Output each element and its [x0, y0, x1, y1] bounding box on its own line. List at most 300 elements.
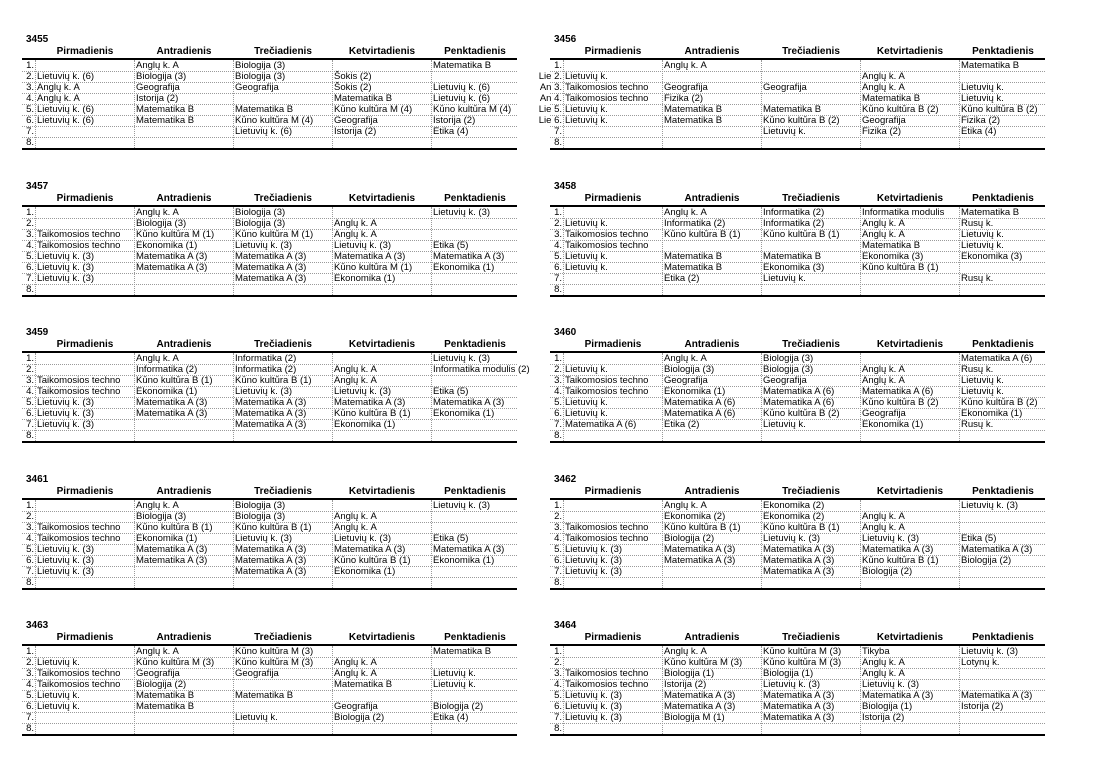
- day-header: Penktadienis: [972, 46, 1034, 57]
- day-header: Trečiadienis: [254, 193, 312, 204]
- column-divider: [860, 353, 861, 441]
- day-header: Antradienis: [684, 486, 740, 497]
- period-number: 8.: [26, 723, 34, 734]
- lesson-cell: Matematika A (3): [763, 555, 835, 566]
- lesson-cell: Etika (4): [961, 126, 997, 137]
- lesson-cell: Informatika modulis (2): [433, 364, 530, 375]
- lesson-cell: Biologija (2): [961, 555, 1012, 566]
- lesson-cell: Biologija (1): [664, 668, 715, 679]
- period-number: 8.: [554, 430, 562, 441]
- period-number: 2.: [26, 364, 34, 375]
- lesson-cell: Ekonomika (1): [433, 555, 495, 566]
- lesson-cell: Matematika A (3): [433, 544, 505, 555]
- day-header-row: [22, 632, 517, 644]
- period-number: 7.: [554, 273, 562, 284]
- class-timetable: [22, 474, 517, 598]
- day-header: Ketvirtadienis: [876, 193, 944, 204]
- column-divider: [134, 207, 135, 295]
- lesson-cell: Ekonomika (1): [433, 408, 495, 419]
- day-header: Ketvirtadienis: [348, 46, 416, 57]
- lesson-cell: Anglų k. A: [334, 657, 377, 668]
- lesson-cell: Matematika A (3): [763, 566, 835, 577]
- lesson-cell: Kūno kultūra B (1): [334, 555, 411, 566]
- period-number: 4.: [554, 386, 562, 397]
- lesson-cell: Matematika A (3): [235, 273, 307, 284]
- class-timetable: [550, 327, 1045, 451]
- lesson-cell: Lietuvių k. (6): [433, 93, 491, 104]
- lesson-cell: Informatika (2): [664, 218, 726, 229]
- lesson-cell: Lietuvių k. (6): [37, 71, 95, 82]
- lesson-cell: Anglų k. A: [862, 511, 905, 522]
- day-header: Antradienis: [156, 632, 212, 643]
- column-divider: [35, 60, 36, 148]
- lesson-cell: Matematika B: [334, 93, 393, 104]
- lesson-cell: Biologija (3): [235, 500, 286, 511]
- column-divider: [761, 500, 762, 588]
- day-header: Ketvirtadienis: [348, 632, 416, 643]
- column-divider: [563, 500, 564, 588]
- lesson-cell: Kūno kultūra M (4): [235, 115, 314, 126]
- lesson-cell: Etika (5): [433, 240, 469, 251]
- bottom-rule: [550, 295, 1045, 297]
- lesson-cell: Lietuvių k. (3): [37, 555, 95, 566]
- lesson-cell: Matematika B: [235, 690, 294, 701]
- class-code: 3460: [554, 327, 577, 338]
- column-divider: [761, 353, 762, 441]
- period-number: 7.: [26, 126, 34, 137]
- class-timetable: [550, 474, 1045, 598]
- lesson-cell: Lietuvių k. (3): [37, 419, 95, 430]
- lesson-cell: Lietuvių k. (3): [565, 712, 623, 723]
- lesson-cell: Taikomosios techno: [37, 375, 121, 386]
- lesson-cell: Taikomosios techno: [565, 240, 649, 251]
- lesson-cell: Biologija (3): [235, 218, 286, 229]
- lesson-cell: Tikyba: [862, 646, 890, 657]
- lesson-cell: Lietuvių k. (6): [37, 104, 95, 115]
- period-number: 4.: [26, 386, 34, 397]
- lesson-cell: Matematika A (3): [136, 262, 208, 273]
- lesson-cell: Rusų k.: [961, 218, 994, 229]
- lesson-cell: Lietuvių k. (3): [334, 386, 392, 397]
- day-header: Ketvirtadienis: [876, 632, 944, 643]
- day-header: Antradienis: [156, 339, 212, 350]
- bottom-rule: [22, 734, 517, 736]
- lesson-cell: Lietuvių k.: [565, 364, 608, 375]
- period-number: 4.: [26, 240, 34, 251]
- period-number: 8.: [26, 284, 34, 295]
- lesson-cell: Kūno kultūra B (1): [136, 375, 213, 386]
- column-divider: [860, 60, 861, 148]
- class-code: 3464: [554, 620, 577, 631]
- column-divider: [431, 60, 432, 148]
- lesson-cell: Geografija: [136, 668, 180, 679]
- lesson-cell: Lietuvių k. (3): [961, 646, 1019, 657]
- day-header: Penktadienis: [972, 486, 1034, 497]
- lesson-cell: Taikomosios techno: [565, 533, 649, 544]
- lesson-cell: Lietuvių k. (3): [565, 701, 623, 712]
- lesson-cell: Ekonomika (1): [664, 386, 726, 397]
- lesson-cell: Matematika A (3): [334, 251, 406, 262]
- period-number: 2.: [26, 511, 34, 522]
- lesson-cell: Lietuvių k.: [565, 71, 608, 82]
- column-divider: [860, 500, 861, 588]
- day-header-row: [550, 193, 1045, 205]
- lesson-cell: Lietuvių k.: [37, 701, 80, 712]
- lesson-cell: Lietuvių k. (3): [433, 207, 491, 218]
- lesson-cell: Matematika B: [664, 115, 723, 126]
- lesson-cell: Etika (4): [433, 712, 469, 723]
- lesson-cell: Biologija (3): [235, 71, 286, 82]
- day-header: Trečiadienis: [254, 46, 312, 57]
- lesson-cell: Geografija: [862, 115, 906, 126]
- lesson-cell: Matematika B: [862, 240, 921, 251]
- class-timetable: [22, 327, 530, 451]
- column-divider: [332, 207, 333, 295]
- day-header: Trečiadienis: [782, 486, 840, 497]
- day-header: Ketvirtadienis: [876, 486, 944, 497]
- column-divider: [761, 207, 762, 295]
- lesson-cell: Lietuvių k.: [961, 93, 1004, 104]
- lesson-cell: Geografija: [763, 375, 807, 386]
- period-number: 4.: [26, 93, 34, 104]
- period-number: 2.: [554, 511, 562, 522]
- day-header: Trečiadienis: [782, 632, 840, 643]
- lesson-cell: Ekonomika (2): [763, 511, 825, 522]
- lesson-cell: Istorija (2): [664, 679, 707, 690]
- lesson-cell: Lietuvių k.: [565, 408, 608, 419]
- day-header: Pirmadienis: [584, 193, 642, 204]
- lesson-cell: Matematika A (6): [664, 397, 736, 408]
- lesson-cell: Fizika (2): [664, 93, 704, 104]
- lesson-cell: Biologija (3): [235, 60, 286, 71]
- day-header: Trečiadienis: [254, 339, 312, 350]
- lesson-cell: Informatika modulis: [862, 207, 945, 218]
- lesson-cell: Rusų k.: [961, 364, 994, 375]
- column-divider: [761, 646, 762, 734]
- bottom-rule: [22, 588, 517, 590]
- lesson-cell: Matematika B: [961, 207, 1020, 218]
- period-number: 5.: [26, 397, 34, 408]
- lesson-cell: Lietuvių k. (3): [961, 500, 1019, 511]
- lesson-cell: Biologija (3): [235, 511, 286, 522]
- lesson-cell: Biologija (1): [763, 668, 814, 679]
- lesson-cell: Geografija: [334, 701, 378, 712]
- lesson-cell: Matematika A (3): [664, 555, 736, 566]
- day-header-row: [22, 486, 517, 498]
- lesson-cell: Kūno kultūra B (1): [763, 229, 840, 240]
- lesson-cell: Lietuvių k. (3): [334, 533, 392, 544]
- day-header: Penktadienis: [444, 339, 506, 350]
- lesson-cell: Ekonomika (1): [334, 273, 396, 284]
- period-number: Lie 5.: [538, 104, 562, 115]
- bottom-rule: [550, 441, 1045, 443]
- column-divider: [233, 207, 234, 295]
- period-number: 1.: [26, 500, 34, 511]
- period-number: 2.: [26, 218, 34, 229]
- lesson-cell: Kūno kultūra B (1): [664, 522, 741, 533]
- lesson-cell: Matematika A (6): [763, 386, 835, 397]
- day-header-row: [550, 632, 1045, 644]
- lesson-cell: Anglų k. A: [664, 60, 707, 71]
- period-number: Lie 2.: [538, 71, 562, 82]
- lesson-cell: Geografija: [862, 408, 906, 419]
- lesson-cell: Kūno kultūra B (2): [862, 397, 939, 408]
- period-number: 6.: [554, 408, 562, 419]
- lesson-cell: Taikomosios techno: [565, 82, 649, 93]
- period-number: 2.: [554, 364, 562, 375]
- period-number: 3.: [26, 375, 34, 386]
- day-header: Pirmadienis: [56, 339, 114, 350]
- period-number: 7.: [554, 712, 562, 723]
- lesson-cell: Informatika (2): [235, 353, 297, 364]
- lesson-cell: Matematika B: [136, 701, 195, 712]
- lesson-cell: Matematika B: [433, 60, 492, 71]
- lesson-cell: Fizika (2): [862, 126, 902, 137]
- column-divider: [761, 60, 762, 148]
- lesson-cell: Kūno kultūra B (1): [862, 555, 939, 566]
- lesson-cell: Lietuvių k.: [235, 712, 278, 723]
- lesson-cell: Lietuvių k. (3): [235, 386, 293, 397]
- lesson-cell: Geografija: [235, 668, 279, 679]
- lesson-cell: Fizika (2): [961, 115, 1001, 126]
- lesson-cell: Lietuvių k. (3): [235, 533, 293, 544]
- day-header: Antradienis: [684, 193, 740, 204]
- period-number: 4.: [554, 533, 562, 544]
- lesson-cell: Kūno kultūra B (2): [961, 104, 1038, 115]
- period-number: 8.: [554, 723, 562, 734]
- period-number: Lie 6.: [538, 115, 562, 126]
- lesson-cell: Ekonomika (1): [136, 386, 198, 397]
- day-header: Ketvirtadienis: [348, 193, 416, 204]
- lesson-cell: Anglų k. A: [136, 207, 179, 218]
- lesson-cell: Anglų k. A: [664, 207, 707, 218]
- day-header: Pirmadienis: [56, 632, 114, 643]
- lesson-cell: Taikomosios techno: [37, 522, 121, 533]
- lesson-cell: Lietuvių k. (6): [433, 82, 491, 93]
- lesson-cell: Biologija (3): [664, 364, 715, 375]
- lesson-cell: Biologija (2): [862, 566, 913, 577]
- column-divider: [233, 60, 234, 148]
- period-number: 1.: [554, 500, 562, 511]
- period-number: 6.: [26, 701, 34, 712]
- lesson-cell: Anglų k. A: [334, 229, 377, 240]
- column-divider: [959, 500, 960, 588]
- day-header: Ketvirtadienis: [348, 486, 416, 497]
- period-number: 8.: [26, 577, 34, 588]
- lesson-cell: Lietuvių k.: [565, 262, 608, 273]
- lesson-cell: Geografija: [763, 82, 807, 93]
- period-number: 3.: [26, 522, 34, 533]
- lesson-cell: Matematika B: [136, 104, 195, 115]
- lesson-cell: Matematika B: [433, 646, 492, 657]
- period-number: 3.: [554, 668, 562, 679]
- lesson-cell: Matematika A (3): [235, 544, 307, 555]
- lesson-cell: Matematika A (6): [664, 408, 736, 419]
- day-header: Ketvirtadienis: [876, 339, 944, 350]
- period-number: 4.: [26, 679, 34, 690]
- class-timetable: [22, 620, 517, 744]
- period-number: 6.: [26, 555, 34, 566]
- lesson-cell: Anglų k. A: [334, 511, 377, 522]
- lesson-cell: Etika (4): [433, 126, 469, 137]
- lesson-cell: Biologija (2): [136, 679, 187, 690]
- lesson-cell: Lietuvių k. (3): [433, 500, 491, 511]
- lesson-cell: Biologija (2): [334, 712, 385, 723]
- lesson-cell: Lietuvių k.: [961, 229, 1004, 240]
- lesson-cell: Lietuvių k. (3): [37, 566, 95, 577]
- lesson-cell: Lietuvių k.: [961, 375, 1004, 386]
- lesson-cell: Anglų k. A: [664, 500, 707, 511]
- day-header: Penktadienis: [972, 339, 1034, 350]
- lesson-cell: Kūno kultūra M (3): [763, 657, 842, 668]
- lesson-cell: Taikomosios techno: [565, 668, 649, 679]
- lesson-cell: Anglų k. A: [136, 353, 179, 364]
- lesson-cell: Matematika A (3): [235, 262, 307, 273]
- lesson-cell: Taikomosios techno: [565, 93, 649, 104]
- column-divider: [35, 353, 36, 441]
- column-divider: [431, 207, 432, 295]
- column-divider: [332, 353, 333, 441]
- lesson-cell: Informatika (2): [136, 364, 198, 375]
- lesson-cell: Taikomosios techno: [37, 668, 121, 679]
- lesson-cell: Taikomosios techno: [565, 522, 649, 533]
- lesson-cell: Lietuvių k.: [565, 397, 608, 408]
- lesson-cell: Lietuvių k.: [565, 115, 608, 126]
- period-number: 8.: [554, 284, 562, 295]
- period-number: 7.: [554, 419, 562, 430]
- bottom-rule: [22, 295, 517, 297]
- lesson-cell: Lietuvių k.: [37, 657, 80, 668]
- lesson-cell: Matematika A (3): [136, 251, 208, 262]
- lesson-cell: Ekonomika (1): [136, 533, 198, 544]
- lesson-cell: Matematika A (3): [763, 690, 835, 701]
- lesson-cell: Matematika B: [664, 262, 723, 273]
- class-code: 3456: [554, 34, 577, 45]
- lesson-cell: Anglų k. A: [862, 229, 905, 240]
- lesson-cell: Anglų k. A: [664, 646, 707, 657]
- period-number: 6.: [554, 555, 562, 566]
- period-number: 1.: [26, 207, 34, 218]
- period-number: 3.: [26, 668, 34, 679]
- column-divider: [332, 60, 333, 148]
- column-divider: [134, 353, 135, 441]
- lesson-cell: Matematika A (3): [235, 251, 307, 262]
- lesson-cell: Lietuvių k. (3): [37, 251, 95, 262]
- day-header: Penktadienis: [444, 486, 506, 497]
- lesson-cell: Istorija (2): [136, 93, 179, 104]
- column-divider: [332, 500, 333, 588]
- lesson-cell: Šokis (2): [334, 71, 372, 82]
- class-timetable: [550, 620, 1045, 744]
- lesson-cell: Taikomosios techno: [37, 679, 121, 690]
- column-divider: [959, 207, 960, 295]
- lesson-cell: Kūno kultūra M (1): [136, 229, 215, 240]
- lesson-cell: Taikomosios techno: [37, 240, 121, 251]
- period-number: 1.: [554, 646, 562, 657]
- class-code: 3458: [554, 181, 577, 192]
- day-header-row: [550, 339, 1045, 351]
- period-number: 8.: [26, 137, 34, 148]
- day-header: Antradienis: [684, 46, 740, 57]
- day-header: Antradienis: [684, 339, 740, 350]
- lesson-cell: Anglų k. A: [136, 500, 179, 511]
- period-number: 6.: [554, 701, 562, 712]
- lesson-cell: Matematika A (3): [763, 701, 835, 712]
- period-number: 1.: [26, 60, 34, 71]
- lesson-cell: Kūno kultūra B (2): [763, 408, 840, 419]
- lesson-cell: Kūno kultūra M (3): [136, 657, 215, 668]
- lesson-cell: Anglų k. A: [136, 60, 179, 71]
- lesson-cell: Matematika A (3): [664, 690, 736, 701]
- lesson-cell: Lietuvių k. (3): [565, 690, 623, 701]
- lesson-cell: Lietuvių k. (3): [334, 240, 392, 251]
- lesson-cell: Anglų k. A: [37, 82, 80, 93]
- period-number: 5.: [26, 251, 34, 262]
- lesson-cell: Taikomosios techno: [565, 229, 649, 240]
- column-divider: [134, 500, 135, 588]
- day-header-row: [550, 46, 1045, 58]
- day-header: Pirmadienis: [584, 339, 642, 350]
- lesson-cell: Ekonomika (1): [136, 240, 198, 251]
- lesson-cell: Matematika A (3): [334, 397, 406, 408]
- column-divider: [860, 207, 861, 295]
- period-number: 7.: [26, 273, 34, 284]
- class-code: 3455: [26, 34, 49, 45]
- lesson-cell: Matematika A (3): [961, 690, 1033, 701]
- column-divider: [233, 353, 234, 441]
- lesson-cell: Matematika A (3): [136, 408, 208, 419]
- lesson-cell: Lietuvių k. (3): [37, 262, 95, 273]
- lesson-cell: Anglų k. A: [334, 522, 377, 533]
- period-number: 1.: [26, 646, 34, 657]
- lesson-cell: Anglų k. A: [862, 218, 905, 229]
- lesson-cell: Anglų k. A: [334, 364, 377, 375]
- lesson-cell: Matematika B: [763, 104, 822, 115]
- lesson-cell: Matematika A (3): [235, 566, 307, 577]
- lesson-cell: Lietuvių k. (3): [235, 240, 293, 251]
- lesson-cell: Anglų k. A: [334, 375, 377, 386]
- lesson-cell: Kūno kultūra M (3): [235, 657, 314, 668]
- period-number: 1.: [554, 60, 562, 71]
- lesson-cell: Etika (5): [961, 533, 997, 544]
- day-header: Ketvirtadienis: [876, 46, 944, 57]
- class-timetable: [550, 181, 1045, 305]
- period-number: 7.: [554, 566, 562, 577]
- day-header: Trečiadienis: [782, 46, 840, 57]
- bottom-rule: [22, 148, 517, 150]
- lesson-cell: Geografija: [235, 82, 279, 93]
- period-number: 3.: [554, 375, 562, 386]
- column-divider: [431, 500, 432, 588]
- lesson-cell: Taikomosios techno: [37, 533, 121, 544]
- lesson-cell: Anglų k. A: [862, 668, 905, 679]
- column-divider: [35, 500, 36, 588]
- lesson-cell: Lietuvių k. (3): [37, 397, 95, 408]
- column-divider: [959, 60, 960, 148]
- lesson-cell: Lietuvių k. (3): [37, 408, 95, 419]
- column-divider: [35, 646, 36, 734]
- day-header: Penktadienis: [444, 193, 506, 204]
- lesson-cell: Kūno kultūra B (1): [235, 375, 312, 386]
- lesson-cell: Kūno kultūra B (1): [136, 522, 213, 533]
- lesson-cell: Anglų k. A: [862, 364, 905, 375]
- period-number: 1.: [554, 353, 562, 364]
- column-divider: [134, 646, 135, 734]
- lesson-cell: Matematika A (6): [862, 386, 934, 397]
- period-number: 1.: [26, 353, 34, 364]
- lesson-cell: Lietuvių k.: [37, 690, 80, 701]
- lesson-cell: Lietuvių k. (3): [565, 566, 623, 577]
